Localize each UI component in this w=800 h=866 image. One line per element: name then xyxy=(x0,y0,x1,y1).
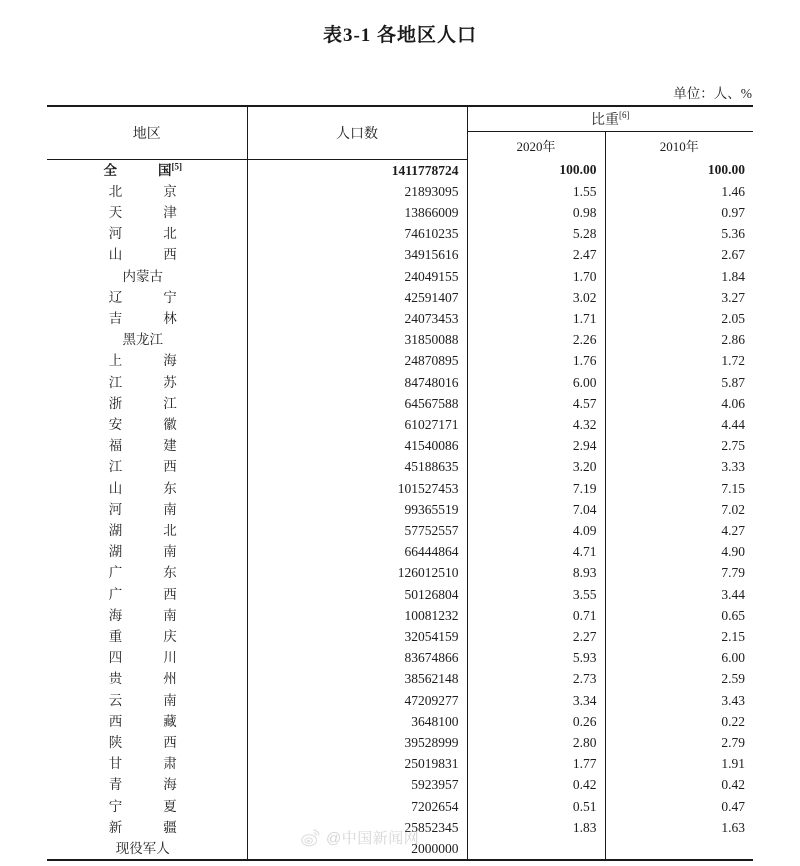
cell-region xyxy=(47,796,247,817)
population-table xyxy=(47,105,753,859)
cell-region xyxy=(47,287,247,308)
cell-ratio-2020: 5.93 xyxy=(467,647,605,668)
cell-ratio-2010 xyxy=(605,838,753,859)
cell-population: 64567588 xyxy=(247,393,467,414)
cell-population: 57752557 xyxy=(247,520,467,541)
cell-region xyxy=(47,456,247,477)
table-row xyxy=(47,414,753,435)
cell-population: 126012510 xyxy=(247,562,467,583)
table-row xyxy=(47,605,753,626)
table-row xyxy=(47,181,753,202)
region-name: 西 藏 xyxy=(108,713,177,729)
cell-population: 74610235 xyxy=(247,223,467,244)
cell-ratio-2020: 0.26 xyxy=(467,711,605,732)
cell-ratio-2010: 7.79 xyxy=(605,562,753,583)
region-name: 内蒙古 xyxy=(122,268,163,284)
table-row xyxy=(47,223,753,244)
region-name: 吉 林 xyxy=(108,310,177,326)
column-header-region: 地区 xyxy=(47,106,247,159)
cell-ratio-2010: 2.59 xyxy=(605,668,753,689)
region-name: 甘 肃 xyxy=(108,756,177,772)
cell-region xyxy=(47,329,247,350)
cell-ratio-2020: 3.55 xyxy=(467,584,605,605)
cell-ratio-2020: 2.26 xyxy=(467,329,605,350)
cell-ratio-2010: 4.90 xyxy=(605,541,753,562)
cell-population: 25019831 xyxy=(247,753,467,774)
table-row xyxy=(47,647,753,668)
cell-population: 24073453 xyxy=(247,308,467,329)
region-name: 全 国 xyxy=(103,162,172,178)
region-name: 辽 宁 xyxy=(108,289,177,305)
cell-ratio-2020: 0.51 xyxy=(467,796,605,817)
cell-population: 10081232 xyxy=(247,605,467,626)
table-row xyxy=(47,478,753,499)
cell-ratio-2010: 1.63 xyxy=(605,817,753,838)
cell-population: 24870895 xyxy=(247,350,467,371)
region-name: 河 南 xyxy=(108,501,177,517)
cell-ratio-2010: 100.00 xyxy=(605,159,753,181)
cell-region xyxy=(47,266,247,287)
region-name: 浙 江 xyxy=(108,395,177,411)
region-name: 现役军人 xyxy=(115,841,170,856)
region-name: 广 西 xyxy=(108,586,177,602)
cell-ratio-2020: 1.55 xyxy=(467,181,605,202)
cell-population: 83674866 xyxy=(247,647,467,668)
cell-ratio-2020: 0.98 xyxy=(467,202,605,223)
cell-population: 47209277 xyxy=(247,690,467,711)
cell-region xyxy=(47,350,247,371)
cell-population: 34915616 xyxy=(247,244,467,265)
cell-ratio-2010: 6.00 xyxy=(605,647,753,668)
column-header-ratio-superscript: [6] xyxy=(619,110,630,121)
cell-region xyxy=(47,584,247,605)
region-name: 安 徽 xyxy=(108,416,177,432)
region-name: 天 津 xyxy=(108,204,177,220)
cell-population: 25852345 xyxy=(247,817,467,838)
cell-population: 5923957 xyxy=(247,774,467,795)
cell-region xyxy=(47,647,247,668)
page-title: 表3-1 各地区人口 xyxy=(322,25,478,46)
table-row xyxy=(47,308,753,329)
cell-ratio-2010: 1.72 xyxy=(605,350,753,371)
cell-population: 101527453 xyxy=(247,478,467,499)
cell-region xyxy=(47,626,247,647)
cell-ratio-2020 xyxy=(467,838,605,859)
table-row xyxy=(47,796,753,817)
table-row xyxy=(47,562,753,583)
table-row xyxy=(47,520,753,541)
cell-region xyxy=(47,541,247,562)
table-row xyxy=(47,435,753,456)
cell-ratio-2020: 2.94 xyxy=(467,435,605,456)
cell-ratio-2020: 2.27 xyxy=(467,626,605,647)
cell-ratio-2020: 7.19 xyxy=(467,478,605,499)
region-name: 山 西 xyxy=(108,247,177,263)
cell-ratio-2020: 2.80 xyxy=(467,732,605,753)
table-row xyxy=(47,456,753,477)
cell-ratio-2020: 3.02 xyxy=(467,287,605,308)
cell-region xyxy=(47,520,247,541)
cell-region xyxy=(47,499,247,520)
region-superscript: [5] xyxy=(171,161,182,171)
cell-region xyxy=(47,202,247,223)
cell-region xyxy=(47,605,247,626)
cell-population: 61027171 xyxy=(247,414,467,435)
cell-region xyxy=(47,181,247,202)
region-name: 新 疆 xyxy=(108,819,177,835)
cell-region xyxy=(47,562,247,583)
cell-ratio-2020: 2.73 xyxy=(467,668,605,689)
table-row xyxy=(47,584,753,605)
cell-ratio-2020: 8.93 xyxy=(467,562,605,583)
cell-ratio-2010: 4.27 xyxy=(605,520,753,541)
cell-population: 38562148 xyxy=(247,668,467,689)
region-name: 江 西 xyxy=(108,459,177,475)
region-name: 陕 西 xyxy=(108,734,177,750)
table-row xyxy=(47,774,753,795)
table-row xyxy=(47,668,753,689)
cell-ratio-2010: 1.84 xyxy=(605,266,753,287)
table-row xyxy=(47,541,753,562)
cell-region xyxy=(47,753,247,774)
table-row xyxy=(47,626,753,647)
cell-ratio-2020: 4.09 xyxy=(467,520,605,541)
cell-population: 42591407 xyxy=(247,287,467,308)
cell-region xyxy=(47,372,247,393)
cell-ratio-2020: 1.71 xyxy=(467,308,605,329)
cell-ratio-2010: 4.06 xyxy=(605,393,753,414)
cell-region xyxy=(47,774,247,795)
table-bottom-rule xyxy=(47,859,753,861)
cell-ratio-2010: 3.44 xyxy=(605,584,753,605)
region-name: 山 东 xyxy=(108,480,177,496)
region-name: 青 海 xyxy=(108,777,177,793)
cell-ratio-2010: 2.75 xyxy=(605,435,753,456)
watermark-text: @中国新闻网 xyxy=(326,829,420,847)
column-header-ratio-label: 比重 xyxy=(591,113,619,128)
cell-ratio-2010: 1.46 xyxy=(605,181,753,202)
column-header-year-2020: 2020年 xyxy=(467,132,605,160)
cell-ratio-2010: 7.15 xyxy=(605,478,753,499)
region-name: 广 东 xyxy=(108,565,177,581)
cell-population: 50126804 xyxy=(247,584,467,605)
table-row xyxy=(47,244,753,265)
table-row xyxy=(47,159,753,181)
cell-population: 3648100 xyxy=(247,711,467,732)
region-name: 北 京 xyxy=(108,183,177,199)
table-row xyxy=(47,690,753,711)
table-head xyxy=(47,106,753,159)
cell-region xyxy=(47,435,247,456)
unit-note: 单位：人、% xyxy=(673,86,752,101)
region-name: 河 北 xyxy=(108,226,177,242)
cell-region xyxy=(47,838,247,859)
cell-population: 2000000 xyxy=(247,838,467,859)
table-row xyxy=(47,838,753,859)
cell-ratio-2020: 0.71 xyxy=(467,605,605,626)
cell-ratio-2010: 1.91 xyxy=(605,753,753,774)
region-name: 四 川 xyxy=(108,650,177,666)
cell-ratio-2010: 2.15 xyxy=(605,626,753,647)
cell-region xyxy=(47,223,247,244)
cell-ratio-2010: 3.27 xyxy=(605,287,753,308)
cell-population: 7202654 xyxy=(247,796,467,817)
table-row xyxy=(47,287,753,308)
table-row xyxy=(47,499,753,520)
cell-ratio-2020: 1.77 xyxy=(467,753,605,774)
cell-region xyxy=(47,690,247,711)
table-row xyxy=(47,817,753,838)
cell-ratio-2010: 3.33 xyxy=(605,456,753,477)
table-row xyxy=(47,329,753,350)
region-name: 黑龙江 xyxy=(122,332,163,348)
cell-ratio-2020: 1.76 xyxy=(467,350,605,371)
cell-region xyxy=(47,711,247,732)
cell-ratio-2010: 2.05 xyxy=(605,308,753,329)
cell-ratio-2010: 0.22 xyxy=(605,711,753,732)
region-name: 上 海 xyxy=(108,353,177,369)
cell-region xyxy=(47,414,247,435)
cell-ratio-2010: 2.79 xyxy=(605,732,753,753)
column-header-population: 人口数 xyxy=(247,106,467,159)
cell-ratio-2020: 3.20 xyxy=(467,456,605,477)
population-table-container xyxy=(47,105,753,859)
header-row-primary xyxy=(47,106,753,132)
cell-population: 84748016 xyxy=(247,372,467,393)
cell-region xyxy=(47,159,247,181)
cell-population: 39528999 xyxy=(247,732,467,753)
region-name: 湖 北 xyxy=(108,522,177,538)
cell-ratio-2010: 0.42 xyxy=(605,774,753,795)
cell-population: 99365519 xyxy=(247,499,467,520)
cell-ratio-2020: 1.83 xyxy=(467,817,605,838)
cell-ratio-2020: 4.57 xyxy=(467,393,605,414)
region-name: 湖 南 xyxy=(108,544,177,560)
cell-ratio-2020: 6.00 xyxy=(467,372,605,393)
cell-ratio-2010: 0.65 xyxy=(605,605,753,626)
cell-region xyxy=(47,393,247,414)
cell-population: 21893095 xyxy=(247,181,467,202)
cell-ratio-2010: 7.02 xyxy=(605,499,753,520)
cell-ratio-2020: 4.71 xyxy=(467,541,605,562)
table-row xyxy=(47,732,753,753)
cell-population: 13866009 xyxy=(247,202,467,223)
table-row xyxy=(47,753,753,774)
cell-ratio-2010: 2.67 xyxy=(605,244,753,265)
cell-region xyxy=(47,244,247,265)
cell-ratio-2020: 3.34 xyxy=(467,690,605,711)
region-name: 海 南 xyxy=(108,607,177,623)
cell-population: 66444864 xyxy=(247,541,467,562)
cell-region xyxy=(47,732,247,753)
region-name: 宁 夏 xyxy=(108,798,177,814)
cell-ratio-2020: 2.47 xyxy=(467,244,605,265)
cell-ratio-2010: 0.47 xyxy=(605,796,753,817)
cell-ratio-2010: 0.97 xyxy=(605,202,753,223)
table-row xyxy=(47,350,753,371)
table-body xyxy=(47,159,753,859)
cell-ratio-2020: 5.28 xyxy=(467,223,605,244)
column-header-ratio xyxy=(467,106,753,132)
cell-population: 45188635 xyxy=(247,456,467,477)
table-row xyxy=(47,266,753,287)
cell-ratio-2020: 0.42 xyxy=(467,774,605,795)
region-name: 江 苏 xyxy=(108,374,177,390)
cell-ratio-2010: 4.44 xyxy=(605,414,753,435)
region-name: 云 南 xyxy=(108,692,177,708)
cell-ratio-2010: 2.86 xyxy=(605,329,753,350)
cell-population: 31850088 xyxy=(247,329,467,350)
region-name: 福 建 xyxy=(108,438,177,454)
cell-population: 24049155 xyxy=(247,266,467,287)
table-row xyxy=(47,372,753,393)
cell-population: 41540086 xyxy=(247,435,467,456)
cell-ratio-2010: 5.36 xyxy=(605,223,753,244)
cell-ratio-2020: 1.70 xyxy=(467,266,605,287)
cell-ratio-2020: 4.32 xyxy=(467,414,605,435)
cell-region xyxy=(47,478,247,499)
cell-population: 1411778724 xyxy=(247,159,467,181)
cell-region xyxy=(47,668,247,689)
cell-region xyxy=(47,817,247,838)
cell-population: 32054159 xyxy=(247,626,467,647)
cell-ratio-2010: 3.43 xyxy=(605,690,753,711)
cell-ratio-2020: 7.04 xyxy=(467,499,605,520)
cell-ratio-2010: 5.87 xyxy=(605,372,753,393)
table-row xyxy=(47,711,753,732)
region-name: 贵 州 xyxy=(108,671,177,687)
cell-ratio-2020: 100.00 xyxy=(467,159,605,181)
table-row xyxy=(47,202,753,223)
region-name: 重 庆 xyxy=(108,628,177,644)
cell-region xyxy=(47,308,247,329)
column-header-year-2010: 2010年 xyxy=(605,132,753,160)
table-row xyxy=(47,393,753,414)
